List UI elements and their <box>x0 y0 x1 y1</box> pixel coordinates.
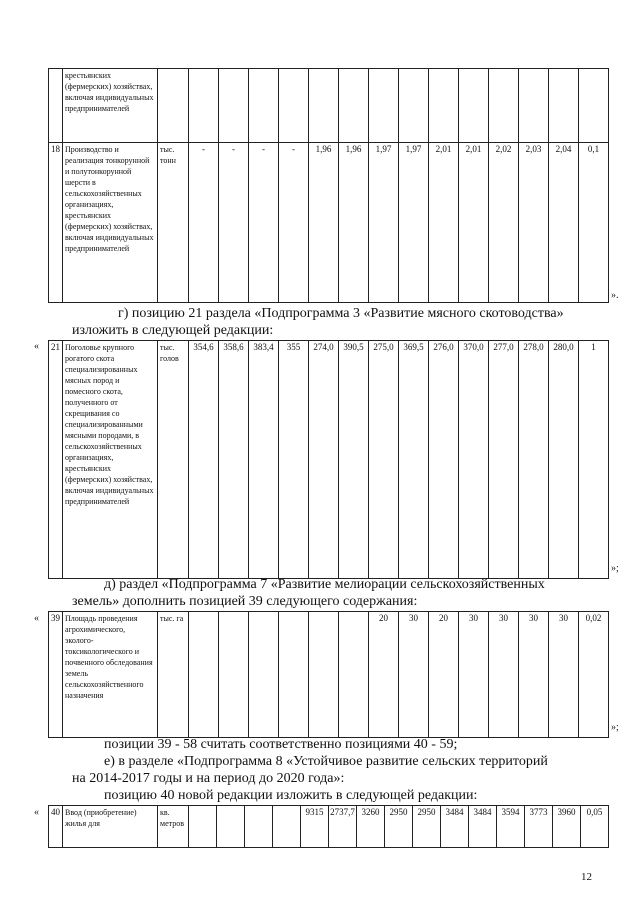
value-cell <box>273 806 301 848</box>
table-row <box>49 612 609 738</box>
table-row <box>49 341 609 579</box>
value-cell: 355 <box>279 341 309 579</box>
table-row <box>49 143 609 303</box>
table-2 <box>48 340 609 579</box>
value-cell: 0,1 <box>579 143 609 303</box>
closing-quote: »; <box>611 563 619 574</box>
value-cell: 358,6 <box>219 341 249 579</box>
paragraph: д) раздел «Подпрограмма 7 «Развитие мелиорации сельскохозяйственных <box>104 577 545 592</box>
value-cell <box>245 806 273 848</box>
value-cell: 280,0 <box>549 341 579 579</box>
table-1 <box>48 68 609 303</box>
value-cell: 2,02 <box>489 143 519 303</box>
table-4 <box>48 805 609 848</box>
value-cell: 383,4 <box>249 341 279 579</box>
value-cell <box>279 612 309 738</box>
value-cell: 3594 <box>497 806 525 848</box>
opening-quote: « <box>34 341 39 352</box>
value-cell: 1,96 <box>339 143 369 303</box>
value-cell <box>309 612 339 738</box>
value-cell: - <box>249 143 279 303</box>
value-cell: 30 <box>549 612 579 738</box>
value-cell: 3484 <box>469 806 497 848</box>
value-cell: 277,0 <box>489 341 519 579</box>
closing-quote: »; <box>611 722 619 733</box>
value-cell <box>219 612 249 738</box>
value-cell <box>339 612 369 738</box>
row-number: 40 <box>49 806 63 848</box>
row-description: Ввод (приобретение) жилья для <box>63 806 158 848</box>
table-row <box>49 806 609 848</box>
value-cell <box>189 806 217 848</box>
value-cell: 30 <box>399 612 429 738</box>
value-cell: - <box>219 143 249 303</box>
row-number: 18 <box>49 143 63 303</box>
value-cell: 9315 <box>301 806 329 848</box>
value-cell: 2,04 <box>549 143 579 303</box>
value-cell: 2950 <box>385 806 413 848</box>
value-cell: 3773 <box>525 806 553 848</box>
opening-quote: « <box>34 613 39 624</box>
row-description: крестьянских (фермерских) хозяйствах, включая индивидуальных предпринимателей <box>63 69 158 143</box>
value-cell: 3260 <box>357 806 385 848</box>
value-cell: 390,5 <box>339 341 369 579</box>
value-cell: 30 <box>519 612 549 738</box>
table-row <box>49 69 609 143</box>
paragraph: изложить в следующей редакции: <box>72 323 274 338</box>
table-3 <box>48 611 609 738</box>
value-cell: 1 <box>579 341 609 579</box>
value-cell: 2,01 <box>459 143 489 303</box>
value-cell: 0,02 <box>579 612 609 738</box>
value-cell: 1,97 <box>369 143 399 303</box>
row-number: 21 <box>49 341 63 579</box>
row-number: 39 <box>49 612 63 738</box>
paragraph: на 2014-2017 годы и на период до 2020 года»: <box>72 771 345 786</box>
row-unit: кв. метров <box>158 806 189 848</box>
row-description: Площадь проведения агрохимического, эколого-токсикологического и почвенного обследования земель сельскохозяйственного назначения <box>63 612 158 738</box>
row-unit: тыс. тонн <box>158 143 189 303</box>
page-number: 12 <box>581 871 592 883</box>
value-cell: 1,96 <box>309 143 339 303</box>
value-cell: 2737,7 <box>329 806 357 848</box>
row-unit: тыс. голов <box>158 341 189 579</box>
row-description: Производство и реализация тонкорунной и полутонкорунной шерсти в сельскохозяйственных организациях, крестьянских (фермерских) хозяйствах, включая индивидуальных предпринимателей <box>63 143 158 303</box>
value-cell: 369,5 <box>399 341 429 579</box>
value-cell <box>217 806 245 848</box>
value-cell: - <box>279 143 309 303</box>
value-cell <box>189 612 219 738</box>
opening-quote: « <box>34 807 39 818</box>
row-description: Поголовье крупного рогатого скота специализированных мясных пород и помесного скота, полученного от скрещивания со специализированными мясными породами, в сельскохозяйственных организациях, крестьянских (фермерских) хозяйствах, включая индивидуальных предпринимателей <box>63 341 158 579</box>
paragraph: г) позицию 21 раздела «Подпрограмма 3 «Развитие мясного скотоводства» <box>118 306 564 321</box>
value-cell: 3484 <box>441 806 469 848</box>
paragraph: позицию 40 новой редакции изложить в следующей редакции: <box>104 788 478 803</box>
value-cell: 2950 <box>413 806 441 848</box>
paragraph: е) в разделе «Подпрограмма 8 «Устойчивое развитие сельских территорий <box>104 754 548 769</box>
value-cell: 1,97 <box>399 143 429 303</box>
value-cell: 278,0 <box>519 341 549 579</box>
value-cell <box>249 612 279 738</box>
value-cell: 2,01 <box>429 143 459 303</box>
value-cell: 20 <box>369 612 399 738</box>
value-cell: 2,03 <box>519 143 549 303</box>
value-cell: 274,0 <box>309 341 339 579</box>
value-cell: 354,6 <box>189 341 219 579</box>
value-cell: - <box>189 143 219 303</box>
closing-quote: ». <box>611 290 619 301</box>
value-cell: 30 <box>489 612 519 738</box>
value-cell: 20 <box>429 612 459 738</box>
paragraph: позиции 39 - 58 считать соответственно позициями 40 - 59; <box>104 737 458 752</box>
paragraph: земель» дополнить позицией 39 следующего содержания: <box>72 594 418 609</box>
value-cell: 3960 <box>553 806 581 848</box>
value-cell: 370,0 <box>459 341 489 579</box>
value-cell: 275,0 <box>369 341 399 579</box>
value-cell: 276,0 <box>429 341 459 579</box>
value-cell: 30 <box>459 612 489 738</box>
value-cell: 0,05 <box>581 806 609 848</box>
row-unit: тыс. га <box>158 612 189 738</box>
